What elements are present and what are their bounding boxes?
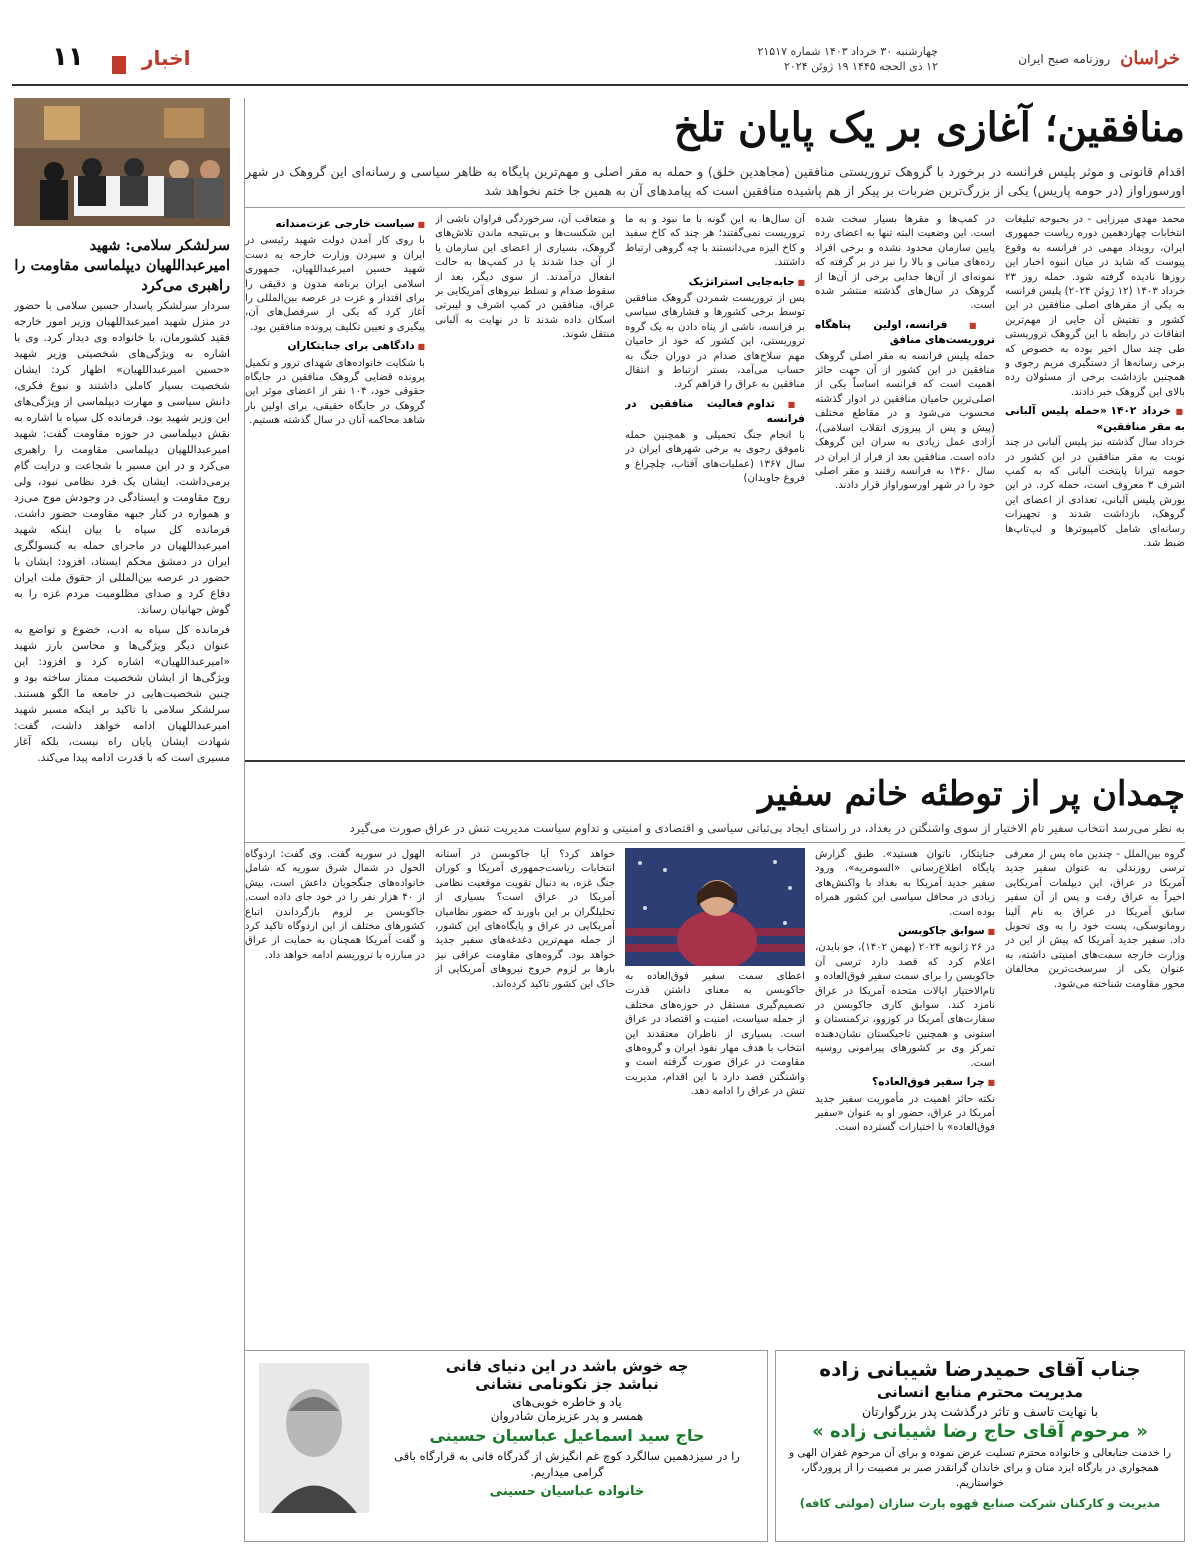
story1-col2-text-2: حمله پلیس فرانسه به مقر اصلی گروهک منافقین در این کشور از آن جهت حائز اهمیت است که فرانسه اساساً یکی از اصلی‌ترین حامیان منافقین در ادوار گذشته محسوب می‌شود و در مقاطع مختلف (پیش و پس از پیروزی انقلاب اسلامی)، آزادی عمل زیادی به سران این گروهک داده است. منافقین بعد از فرار از ایران در سال ۱۳۶۰ به فرانسه رفتند و مقر اصلی خود را در شهر اورسوراواز قرار دادند. xyxy=(815,350,995,492)
story1-title: منافقین؛ آغازی بر یک پایان تلخ xyxy=(673,104,1185,151)
ad2-text-1: یاد و خاطره خوبی‌های xyxy=(512,1395,622,1409)
story3-rule xyxy=(245,842,1185,843)
issue-info xyxy=(578,44,938,74)
ad1-name: جناب آقای حمیدرضا شیبانی زاده xyxy=(819,1357,1141,1381)
story2-text-2: فرمانده کل سپاه به ادب، خضوع و تواضع به عنوان دیگر ویژگی‌ها و محاسن بارز شهید «امیرعبداللهیان» اشاره کرد و افزود: این ویژگی‌ها از ایشان شخصیت ممتاز ساخته بود و چنین شخصیت‌هایی در جامعه ما الگو هستند. سرلشکر سلامی با تاکید بر اینکه مسیر شهید امیرعبداللهیان ادامه خواهد داشت، گفت: شهادت ایشان پایان راه نیست، بلکه آغاز مسیری است که با قدرت ادامه پیدا می‌کند. xyxy=(14,623,230,764)
story1-col5-text: با روی کار آمدن دولت شهید رئیسی در ایران و سپردن وزارت خارجه به دست شهید حسین امیرعبداللهیان، جمهوری اسلامی ایران برنامه مدون و دقیقی را برای اقتدار و عزت در عرصه بین‌المللی را آغاز کرد که یکی از سرفصل‌های آن، پیگیری و تعیین تکلیف پرونده منافقین بود. xyxy=(245,235,425,333)
story1-col3-text: آن سال‌ها به این گونه با ما نبود و به ما تروریست نمی‌گفتند؛ هر چند که کاخ سفید و کاخ الیزه می‌دانستند با چه گروهی ارتباط داشتند. xyxy=(625,214,805,269)
story3-column-2 xyxy=(815,848,995,1340)
story3-col1-text: گروه بین‌الملل - چندین ماه پس از معرفی ترسی روزندلی به عنوان سفیر جدید آمریکا در عراق، این دیپلمات آمریکایی اخیراً به عراق رفت و پس از آن سفیر سابق آمریکا در عراق به نام آلینا رومانوسکی، پست خود را به وی تحویل داد. سفیر جدید آمریکا که پیش از این در وزارت خارجه سمت‌های امنیتی داشته، به عنوان یکی از سرسخت‌ترین مخالفان محور مقاومت شناخته می‌شود. xyxy=(1005,849,1185,990)
story1-column-2 xyxy=(815,213,995,753)
ambassador-photo-icon xyxy=(625,848,805,966)
story1-col2-subheading: ■ فرانسه، اولین پناهگاه تروریست‌های منافق xyxy=(815,318,995,348)
story3-col4-text: خواهد کرد؟ آیا جاکوبسن در آستانه انتخابات ریاست‌جمهوری آمریکا و کوران جنگ غزه، به دنبال تقویت موقعیت نظامی آمریکا در عراق است؟ بسیاری از تحلیلگران بر این باورند که حضور نظامیان آمریکایی در عراق و پایگاه‌های این کشور، از جمله مهم‌ترین دغدغه‌های سفیر جدید خواهد بود. گروه‌های مقاومت عراقی نیز بارها بر لزوم خروج نیروهای آمریکایی از خاک این کشور تاکید کرده‌اند. xyxy=(435,849,615,990)
story3-col2-text-2: در ۲۶ ژانویه ۲۰۲۴ (بهمن ۱۴۰۲)، جو بایدن، اعلام کرد که قصد دارد ترسی آن جاکوبسن را برای سمت سفیر فوق‌العاده و تام‌الاختیار ایالات متحده آمریکا در عراق نامزد کند. سوابق کاری جاکوبسن در سفارت‌های آمریکا در کوزوو، ترکمنستان و استونی و همچنین تاجیکستان نشان‌دهنده تمرکز وی بر کشورهای پیرامونی روسیه است. xyxy=(815,942,995,1069)
story3-col2-subheading-2: ■ چرا سفیر فوق‌العاده؟ xyxy=(815,1075,995,1090)
ad1-title: مدیریت محترم منابع انسانی xyxy=(876,1383,1084,1401)
story3-column-3 xyxy=(625,970,805,1340)
issue-line-1: چهارشنبه ۳۰ خرداد ۱۴۰۳ شماره ۲۱۵۱۷ xyxy=(757,45,938,58)
memorial-text xyxy=(377,1357,757,1499)
story3-top-rule xyxy=(245,760,1185,762)
story3-lead: به نظر می‌رسد انتخاب سفیر تام الاختیار از سوی واشنگتن در بغداد، در راستای ایجاد بی‌ثباتی سیاسی و اقتصادی و امنیتی و تداوم سیاست مدیریت تنش در عراق صورت می‌گیرد xyxy=(349,821,1185,835)
ad1-signature: مدیریت و کارکنان شرکت صنایع قهوه پارت سازان (مولتی کافه) xyxy=(799,1496,1161,1510)
story3-col2-subheading: ■ سوابق جاکوبسن xyxy=(815,924,995,939)
story3-col2-text-3: نکته حائز اهمیت در مأموریت سفیر جدید آمریکا در عراق، حضور او به عنوان «سفیر فوق‌العاده» با اختیارات گسترده است. xyxy=(815,1093,995,1134)
page-header xyxy=(12,36,1188,86)
story1-col5-text-2: با شکایت خانواده‌های شهدای ترور و تکمیل پرونده قضایی گروهک منافقین در جایگاه حقوقی خود، ۱۰۴ نفر از اعضای موثر این گروهک در جایگاه حقیقی، برای اولین بار شاهد محاکمه آنان در سال گذشته هستیم. xyxy=(245,357,425,427)
memorial-portrait xyxy=(259,1363,369,1513)
story3-column-4 xyxy=(435,848,615,1340)
story1-column-5 xyxy=(245,213,425,753)
story1-rule xyxy=(245,207,1185,208)
story2-photo xyxy=(14,98,230,226)
story1-col4-text: و متعاقب آن، سرخوردگی فراوان ناشی از این شکست‌ها و بی‌نتیجه ماندن تلاش‌های گروهک، بسیاری از اعضای این سازمان یا از آن جدا شدند یا در کمپ‌ها به حالت انفعال درآمدند. از سوی دیگر، بعد از سقوط صدام و تسلط نیروهای آمریکایی بر عراق، منافقین در کمپ اشرف و لیبرتی اسکان داده شدند تا در نهایت به آلبانی منتقل شوند. xyxy=(435,214,615,341)
story1-col5-subheading-2: ■ دادگاهی برای جنایتکاران xyxy=(245,339,425,354)
ad1-deceased: « مرحوم آقای حاج رضا شیبانی زاده » xyxy=(812,1421,1148,1442)
story3-photo xyxy=(625,848,805,966)
ad2-text-2: همسر و پدر عزیزمان شادروان xyxy=(490,1409,644,1423)
ad2-verse-2: نباشد جز نکونامی نشانی xyxy=(475,1375,659,1393)
story2-body xyxy=(14,298,230,1538)
story1-col3-text-2: پس از تروریست شمردن گروهک منافقین توسط برخی کشورها و فشارهای سیاسی بر فرانسه، ناشی از پناه دادن به یک گروه تروریستی، این کشور که خود از حامیان مهم سلاح‌های صدام در دوران جنگ به حساب می‌آمد، بستر ارتباط و انتقال منافقین به عراق را فراهم کرد. xyxy=(625,293,805,391)
story1-col2-text: در کمپ‌ها و مقرها بسیار سخت شده است. این وضعیت البته تنها به اعضای رده پایین سازمان محدود نشده و برخی افراد رده‌های میانی و بالا را نیز در بر گرفته که نمونه‌ای از آن‌ها جدایی برخی از آن‌ها از گروهک در سال‌های گذشته منتشر شده است. xyxy=(815,214,995,312)
section-marker xyxy=(112,56,126,74)
story1-col1-text-2: خرداد سال گذشته نیز پلیس آلبانی در چند نوبت به مقر منافقین در این کشور در حومه تیرانا پایتخت آلبانی که به کمپ اشرف ۳ معروف است، حمله کرد. در این یورش پلیس آلبانی، تعدادی از اعضای این گروهک، بازداشت شدند و تجهیزات رسانه‌ای شامل کامپیوترها و لپ‌تاپ‌ها ضبط شد. xyxy=(1005,437,1185,549)
memorial-ad xyxy=(244,1350,768,1542)
story1-col3-subheading-2: ■ تداوم فعالیت منافقین در فرانسه xyxy=(625,397,805,427)
story1-lead: اقدام قانونی و موثر پلیس فرانسه در برخورد با گروهک تروریستی منافقین (مجاهدین خلق) و حمله به مقر اصلی و مهم‌ترین پایگاه به ظاهر سیاسی و رسانه‌ای این گروهک در شهر اورسوراواز (در حومه پاریس) یکی از بزرگ‌ترین ضربات بر پیکر از هم پاشیده منافقین است که پیامدهای آن به همین جا ختم نخواهد شد xyxy=(245,164,1185,198)
story1-column-4 xyxy=(435,213,615,753)
story1-col1-subheading: ■ خرداد ۱۴۰۲ «حمله پلیس آلبانی به مقر منافقین» xyxy=(1005,404,1185,434)
ad2-signature: خانواده عباسیان حسینی xyxy=(489,1484,645,1499)
story3-col2-text: جنایتکار، ناتوان هستید». طبق گزارش پایگاه اطلاع‌رسانی «السومریه»، ورود سفیر جدید آمریکا به بغداد با واکنش‌های زیادی در محافل سیاسی این کشور همراه بوده است. xyxy=(815,849,995,918)
ad2-text-3: را در سیزدهمین سالگرد کوچ غم انگیزش از گذرگاه فانی به قرارگاه باقی گرامی میداریم. xyxy=(394,1449,740,1479)
story1-col5-subheading: ■ سیاست خارجی عزت‌مندانه xyxy=(245,217,425,232)
ad2-deceased: حاج سید اسماعیل عباسیان حسینی xyxy=(429,1426,705,1445)
section-title: اخبار xyxy=(142,46,191,70)
story2-title: سرلشکر سلامی: شهید امیرعبداللهیان دیپلماسی مقاومت را راهبری می‌کرد xyxy=(14,237,230,294)
story3-column-5 xyxy=(245,848,425,1340)
story3-col3-text: اعطای سمت سفیر فوق‌العاده به جاکوبسن به معنای داشتن قدرت تصمیم‌گیری مستقل در حوزه‌های مختلف از جمله سیاست، امنیت و اقتصاد در عراق است. بسیاری از ناظران معتقدند این انتخاب با هدف مهار نفوذ ایران و گروه‌های مقاومت در عراق صورت گرفته است و واشنگتن قصد دارد با این اقدام، مدیریت تنش در عراق را ادامه دهد. xyxy=(625,971,805,1098)
brand xyxy=(1018,48,1180,69)
meeting-photo-icon xyxy=(14,98,230,226)
story1-column-1 xyxy=(1005,213,1185,753)
story2-text: سردار سرلشکر پاسدار حسین سلامی با حضور در منزل شهید امیرعبداللهیان وزیر امور خارجه فقید کشورمان، با خانواده وی دیدار کرد. وی با اشاره به ویژگی‌های شخصیتی وزیر شهید «حسین امیرعبداللهیان» اظهار کرد: ایشان شخصیت بسیار کاملی داشتند و نبوغ فکری، دانش سیاسی و مهارت دیپلماسی از ویژگی‌های این وزیر شهید بود. فرمانده کل سپاه با اشاره به نقش دیپلماسی در حوزه مقاومت گفت: شهید امیرعبداللهیان دیپلماسی مقاومت را راهبری می‌کرد و در این مسیر با شجاعت و درایت گام برمی‌داشت. ایشان یک فرد نظامی نبود، ولی روح مقاومت و ایستادگی در وجودش موج می‌زد و همواره در کنار جبهه مقاومت حضور داشت. فرمانده کل سپاه با بیان اینکه شهید امیرعبداللهیان در ماجرای حمله به کنسولگری ایران در دمشق محکم ایستاد، افزود: ایشان با حضور در عرصه بین‌المللی از حقوق ملت ایران دفاع کرد و صدای مظلومیت مردم غزه را به گوش جهانیان رساند. xyxy=(14,299,230,616)
story3-column-1 xyxy=(1005,848,1185,1340)
page-number: ۱۱ xyxy=(52,42,84,72)
story1-col3-subheading: ■ جابه‌جایی استراتژیک xyxy=(625,275,805,290)
portrait-icon xyxy=(259,1363,369,1513)
ad2-verse-1: چه خوش باشد در این دنیای فانی xyxy=(445,1357,689,1375)
story1-column-3 xyxy=(625,213,805,753)
condolence-ad xyxy=(775,1350,1185,1542)
story3-col5-text: الهول در سوریه گفت. وی گفت: اردوگاه الحول در شمال شرق سوریه که شامل خانواده‌های جنگجویان داعش است، بیش از ۴۰ هزار نفر را در خود جای داده است. جاکوبسن بر لزوم بازگرداندن اتباع کشورهای مختلف از این اردوگاه تاکید کرد و گفت آمریکا همچنان به حمایت از عراق در مبارزه با تروریسم ادامه خواهد داد. xyxy=(245,849,425,961)
story3-title: چمدان پر از توطئه خانم سفیر xyxy=(758,774,1185,814)
issue-line-2: ۱۲ ذی الحجه ۱۴۴۵ ۱۹ ژوئن ۲۰۲۴ xyxy=(783,60,938,73)
story1-col3-text-3: با انجام جنگ تحمیلی و همچنین حمله ناموفق رجوی به برخی شهرهای ایران در سال ۱۳۶۷ (عملیات‌های آفتاب، چلچراغ و فروغ جاویدان) xyxy=(625,429,805,484)
ad1-text-1: با نهایت تاسف و تاثر درگذشت پدر بزرگوارتان xyxy=(861,1404,1099,1419)
brand-subtitle: روزنامه صبح ایران xyxy=(1018,51,1111,66)
ad1-text-2: را خدمت جنابعالی و خانواده محترم تسلیت عرض نموده و برای آن مرحوم غفران الهی و همجواری در بارگاه ایزد منان و برای خاندان گرانقدر صبر بر مصیبت را از پروردگار، خواستاریم. xyxy=(788,1447,1172,1489)
story1-col1-text: محمد مهدی میرزایی - در بحبوحه تبلیغات انتخابات چهاردهمین دوره ریاست جمهوری ایران، رویداد مهمی در فرانسه به وقوع پیوست که شاید در میان انبوه اخبار این روزها نادیده گرفته شود. حمله روز ۲۳ خرداد ۱۴۰۳ (۱۲ ژوئن ۲۰۲۴) پلیس فرانسه به یکی از مقرهای اصلی منافقین در این کشور و تفتیش آن جایی از مهم‌ترین اتفاقات در رابطه با این گروهک تروریستی طی چند سال اخیر بوده به خصوص که برخی رسانه‌ها از دستگیری مریم رجوی و همچنین بازداشت برخی از مسئولان رده بالای این گروهک خبر دادند. xyxy=(1005,214,1185,398)
brand-logo: خراسان xyxy=(1120,48,1180,69)
